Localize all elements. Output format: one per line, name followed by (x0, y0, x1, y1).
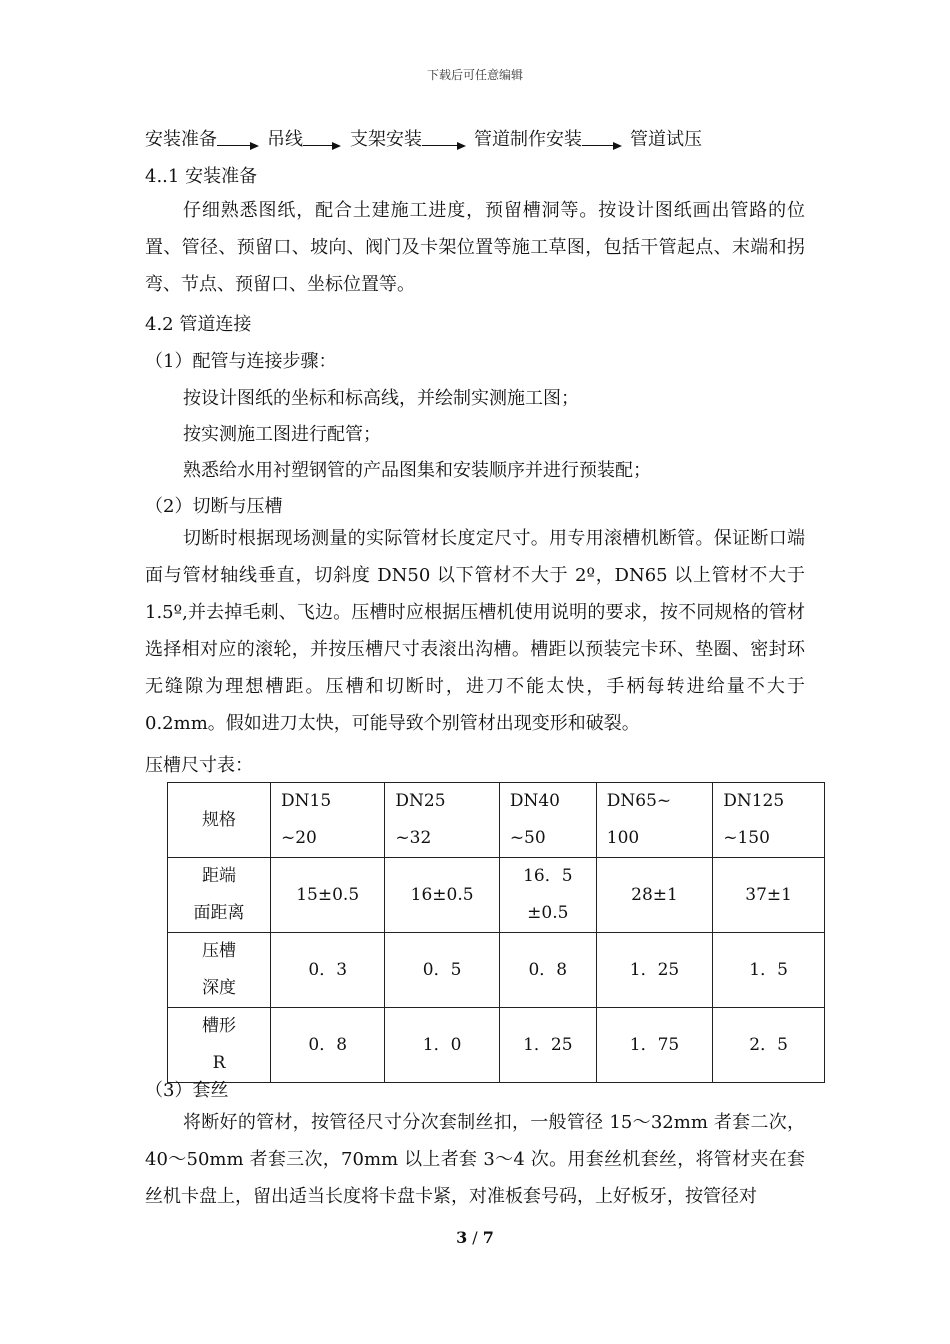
row-header-spec: 规格 (168, 783, 271, 858)
flow-step-3: 支架安装 (350, 129, 422, 150)
table-cell: 1．25 (596, 933, 712, 1008)
row-header-distance: 距端 面距离 (168, 858, 271, 933)
process-flow (145, 124, 702, 152)
page-header-note: 下载后可任意编辑 (426, 68, 523, 82)
section-4-2-title: 4.2 管道连接 (145, 314, 252, 335)
table-cell: 0．3 (271, 933, 385, 1008)
subsection-1-title: （1）配管与连接步骤： (145, 351, 337, 372)
flow-step-4: 管道制作安装 (474, 129, 582, 150)
table-row (168, 783, 825, 858)
subsection-2-title: （2）切断与压槽 (145, 496, 283, 517)
table-cell: 1．0 (385, 1008, 499, 1083)
flow-arrow-icon (217, 127, 259, 149)
section-4-1-title: 4..1 安装准备 (145, 166, 258, 187)
table-cell: 28±1 (596, 858, 712, 933)
flow-step-5: 管道试压 (630, 129, 702, 150)
list-item: 按实测施工图进行配管； (183, 424, 381, 445)
table-cell: 15±0.5 (271, 858, 385, 933)
table-cell: DN25 ~32 (385, 783, 499, 858)
flow-step-2: 吊线 (267, 129, 303, 150)
table-row (168, 933, 825, 1008)
table-cell: 0．8 (271, 1008, 385, 1083)
section-4-1-paragraph: 仔细熟悉图纸，配合土建施工进度，预留槽洞等。按设计图纸画出管路的位置、管径、预留口、坡向、阀门及卡架位置等施工草图，包括干管起点、末端和拐弯、节点、预留口、坐标位置等。 (145, 200, 805, 295)
table-cell: 2．5 (713, 1008, 825, 1083)
table-cell: 0．8 (499, 933, 596, 1008)
row-header-depth: 压槽 深度 (168, 933, 271, 1008)
table-row (168, 1008, 825, 1083)
table-cell: 37±1 (713, 858, 825, 933)
table-cell: DN125 ~150 (713, 783, 825, 858)
table-cell: DN65~ 100 (596, 783, 712, 858)
groove-dimension-table (167, 782, 825, 1083)
subsection-2-paragraph: 切断时根据现场测量的实际管材长度定尺寸。用专用滚槽机断管。保证断口端面与管材轴线垂直，切斜度 DN50 以下管材不大于 2º，DN65 以上管材不大于 1.5º,并去掉毛刺、飞边。压槽时应根据压槽机使用说明的要求，按不同规格的管材选择相对应的滚轮，并按压槽尺寸表滚出沟槽。槽距以预装完卡环、垫圈、密封环无缝隙为理想槽距。压槽和切断时，进刀不能太快，手柄每转进给量不大于 0.2mm。假如进刀太快，可能导致个别管材出现变形和破裂。 (145, 528, 805, 734)
flow-step-1: 安装准备 (145, 129, 217, 150)
table-caption: 压槽尺寸表： (145, 755, 253, 776)
table-cell: 1．5 (713, 933, 825, 1008)
table-cell: 16．5 ±0.5 (499, 858, 596, 933)
flow-arrow-icon (422, 127, 466, 149)
subsection-3-paragraph: 将断好的管材，按管径尺寸分次套制丝扣，一般管径 15～32mm 者套二次，40～50mm 者套三次，70mm 以上者套 3～4 次。用套丝机套丝，将管材夹在套丝机卡盘上，留出适当长度将卡盘卡紧，对准板套号码，上好板牙，按管径对 (145, 1112, 805, 1207)
list-item: 按设计图纸的坐标和标高线，并绘制实测施工图； (183, 388, 579, 409)
table-cell: DN40 ~50 (499, 783, 596, 858)
list-item: 熟悉给水用衬塑钢管的产品图集和安装顺序并进行预装配； (183, 460, 651, 481)
table-cell: 16±0.5 (385, 858, 499, 933)
table-cell: 1．25 (499, 1008, 596, 1083)
table-row (168, 858, 825, 933)
table-cell: 1．75 (596, 1008, 712, 1083)
flow-arrow-icon (303, 127, 341, 149)
table-cell: DN15 ~20 (271, 783, 385, 858)
row-header-groove-r: 槽形 R (168, 1008, 271, 1083)
flow-arrow-icon (582, 127, 622, 149)
subsection-3-title: （3）套丝 (145, 1080, 229, 1101)
table-cell: 0．5 (385, 933, 499, 1008)
page-number: 3 / 7 (456, 1228, 494, 1247)
